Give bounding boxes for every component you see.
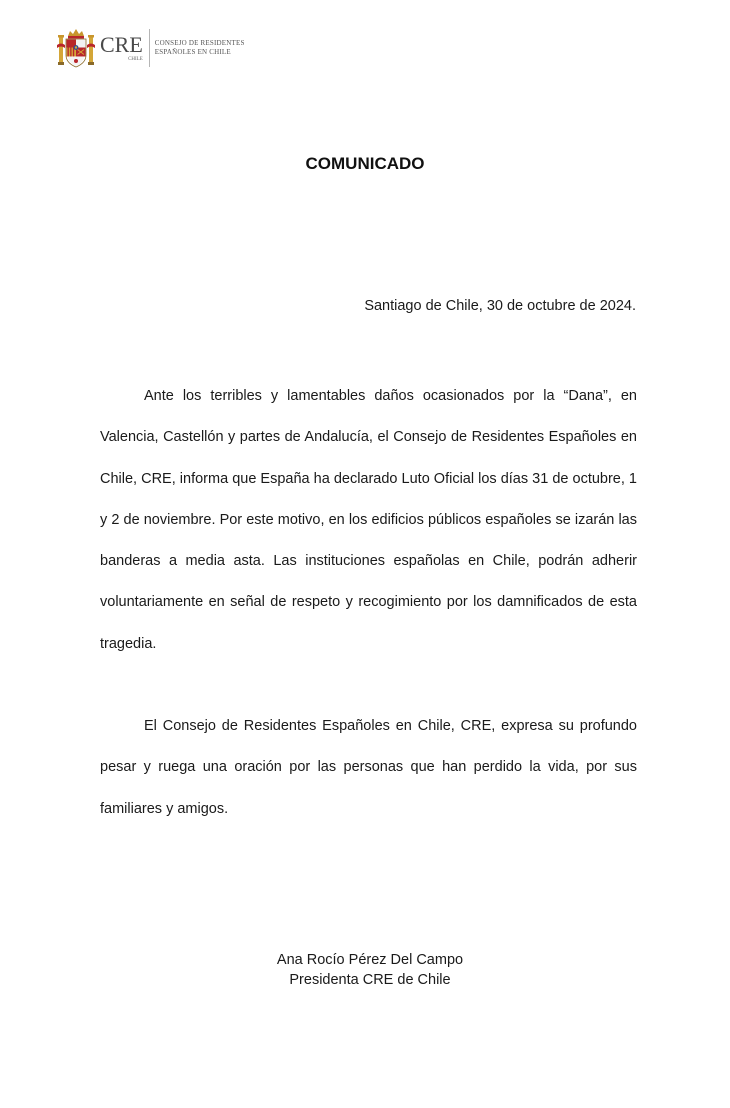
logo-text <box>100 29 245 67</box>
cre-subtitle: CHILE <box>128 56 143 62</box>
signatory-name: Ana Rocío Pérez Del Campo <box>276 952 464 968</box>
document-date: Santiago de Chile, 30 de octubre de 2024. <box>364 298 636 314</box>
org-name-line1: CONSEJO DE RESIDENTES <box>154 39 245 47</box>
cre-logo <box>56 26 245 70</box>
logo-divider <box>149 29 150 67</box>
cre-mark: CRE <box>100 31 143 57</box>
document-title: COMUNICADO <box>305 154 425 173</box>
body-paragraph <box>100 706 637 830</box>
paragraph-text: Ante los terribles y lamentables daños ocasionados por la “Dana”, en Valencia, Castellón y partes de Andalucía, el Consejo de Residentes Españoles en Chile, CRE, informa que España ha declarado Luto Oficial los días 31 de octubre, 1 y 2 de noviembre. Por este motivo, en los edificios públicos españoles se izarán las banderas a media asta. Las instituciones españolas en Chile, podrán adherir voluntariamente en señal de respeto y recogimiento por los damnificados de esta tragedia. <box>100 388 637 652</box>
signatory-role: Presidenta CRE de Chile <box>289 972 451 988</box>
spain-coat-of-arms-icon <box>56 27 96 69</box>
paragraph-text: El Consejo de Residentes Españoles en Chile, CRE, expresa su profundo pesar y ruega una oración por las personas que han perdido la vida, por sus familiares y amigos. <box>100 718 637 817</box>
signature-block <box>0 950 730 990</box>
body-paragraph <box>100 376 637 665</box>
org-name-line2: ESPAÑOLES EN CHILE <box>154 48 231 56</box>
cre-mark-block <box>100 31 143 63</box>
org-name <box>155 39 245 57</box>
